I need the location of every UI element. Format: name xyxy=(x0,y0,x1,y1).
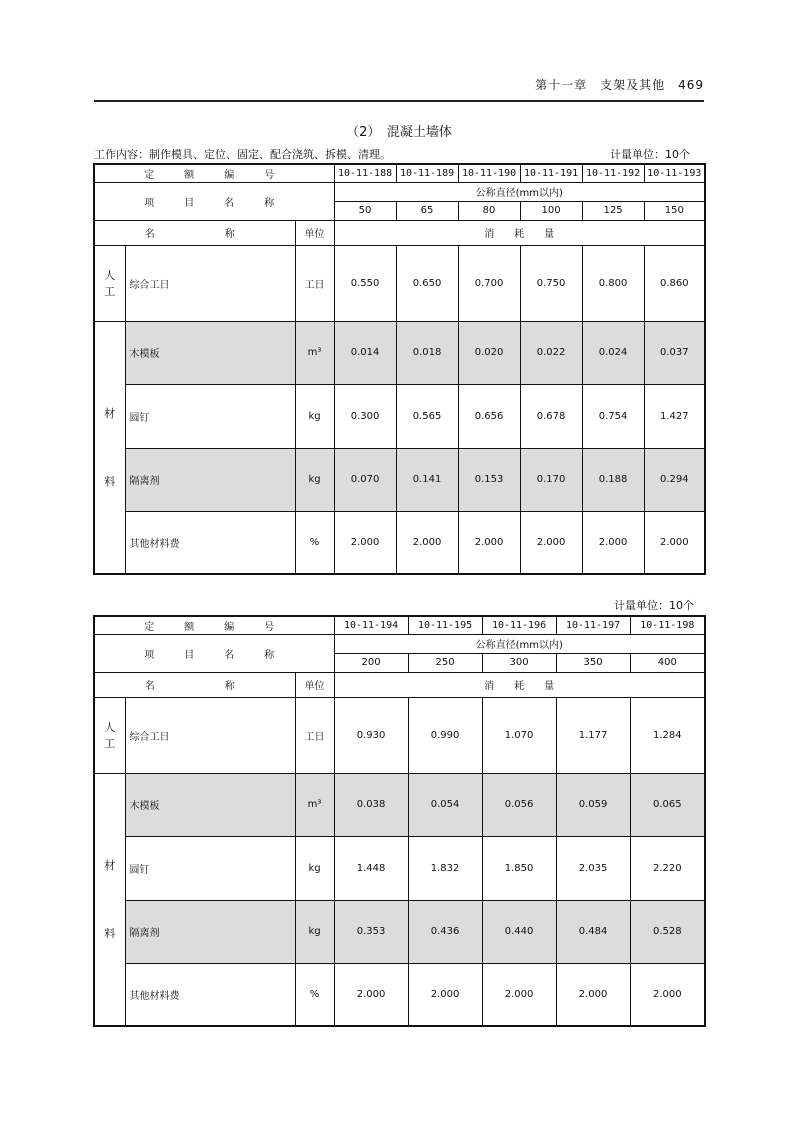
row-unit: m³ xyxy=(295,773,334,836)
measurement-unit: 计量单位：10个 xyxy=(610,148,690,161)
quota-no-label: 定 额 编 号 xyxy=(94,164,334,182)
diameter-value: 400 xyxy=(630,653,705,672)
table-row xyxy=(94,963,705,1026)
row-value: 0.056 xyxy=(482,773,556,836)
row-value: 2.000 xyxy=(520,511,582,574)
row-name: 综合工日 xyxy=(125,697,295,773)
quota-code: 10-11-194 xyxy=(334,616,408,634)
item-name-label: 项 目 名 称 xyxy=(94,634,334,672)
name-column-header: 名 称 xyxy=(94,220,295,245)
row-unit: m³ xyxy=(295,321,334,384)
section-title: （2） 混凝土墙体 xyxy=(346,125,452,140)
row-value: 0.528 xyxy=(630,900,705,963)
category-char: 人 xyxy=(104,269,116,282)
row-value: 0.153 xyxy=(458,448,520,511)
table-row xyxy=(94,384,705,448)
category-labor xyxy=(94,245,125,321)
table-row xyxy=(94,448,705,511)
row-value: 0.650 xyxy=(396,245,458,321)
diameter-value: 150 xyxy=(644,201,705,220)
unit-column-header: 单位 xyxy=(295,220,334,245)
row-value: 2.000 xyxy=(396,511,458,574)
nominal-diameter-label: 公称直径(mm以内) xyxy=(334,634,705,653)
consumption-header: 消 耗 量 xyxy=(334,672,705,697)
quota-table-1 xyxy=(93,163,706,575)
row-unit: kg xyxy=(295,900,334,963)
diameter-value: 350 xyxy=(556,653,630,672)
row-unit: % xyxy=(295,963,334,1026)
row-value: 0.436 xyxy=(408,900,482,963)
category-char: 工 xyxy=(104,285,116,298)
row-value: 0.014 xyxy=(334,321,396,384)
category-char: 工 xyxy=(104,737,116,750)
row-value: 1.448 xyxy=(334,836,408,900)
row-name: 其他材料费 xyxy=(125,511,295,574)
item-name-label: 项 目 名 称 xyxy=(94,182,334,220)
table2-unit-line xyxy=(94,597,704,613)
row-value: 0.070 xyxy=(334,448,396,511)
category-char: 材 xyxy=(104,407,116,421)
category-char: 人 xyxy=(104,721,116,734)
row-value: 0.054 xyxy=(408,773,482,836)
row-value: 0.353 xyxy=(334,900,408,963)
row-value: 1.832 xyxy=(408,836,482,900)
quota-code: 10-11-192 xyxy=(582,164,644,182)
quota-no-label: 定 额 编 号 xyxy=(94,616,334,634)
table-row xyxy=(94,697,705,773)
diameter-value: 100 xyxy=(520,201,582,220)
row-unit: kg xyxy=(295,836,334,900)
row-value: 0.018 xyxy=(396,321,458,384)
row-value: 0.065 xyxy=(630,773,705,836)
category-char: 料 xyxy=(104,927,116,941)
row-value: 2.035 xyxy=(556,836,630,900)
quota-code: 10-11-197 xyxy=(556,616,630,634)
row-name: 木模板 xyxy=(125,773,295,836)
row-unit: kg xyxy=(295,384,334,448)
row-value: 0.990 xyxy=(408,697,482,773)
row-value: 0.020 xyxy=(458,321,520,384)
row-value: 0.754 xyxy=(582,384,644,448)
quota-code: 10-11-190 xyxy=(458,164,520,182)
measurement-unit: 计量单位：10个 xyxy=(614,599,694,612)
row-value: 0.038 xyxy=(334,773,408,836)
row-value: 0.750 xyxy=(520,245,582,321)
category-material xyxy=(94,773,125,1026)
row-value: 0.141 xyxy=(396,448,458,511)
row-name: 隔离剂 xyxy=(125,900,295,963)
row-value: 2.000 xyxy=(334,511,396,574)
row-value: 0.930 xyxy=(334,697,408,773)
diameter-value: 65 xyxy=(396,201,458,220)
row-value: 1.850 xyxy=(482,836,556,900)
row-value: 0.565 xyxy=(396,384,458,448)
category-char: 材 xyxy=(104,859,116,873)
category-char: 料 xyxy=(104,475,116,489)
table-row xyxy=(94,773,705,836)
row-value: 0.022 xyxy=(520,321,582,384)
diameter-value: 300 xyxy=(482,653,556,672)
unit-column-header: 单位 xyxy=(295,672,334,697)
row-value: 0.440 xyxy=(482,900,556,963)
row-value: 0.037 xyxy=(644,321,705,384)
row-value: 0.188 xyxy=(582,448,644,511)
row-value: 2.000 xyxy=(482,963,556,1026)
row-name: 木模板 xyxy=(125,321,295,384)
quota-code: 10-11-195 xyxy=(408,616,482,634)
table-row xyxy=(94,900,705,963)
row-value: 2.000 xyxy=(334,963,408,1026)
quota-table-2 xyxy=(93,615,706,1027)
row-value: 2.220 xyxy=(630,836,705,900)
quota-code: 10-11-193 xyxy=(644,164,705,182)
quota-code: 10-11-189 xyxy=(396,164,458,182)
row-name: 其他材料费 xyxy=(125,963,295,1026)
row-value: 1.070 xyxy=(482,697,556,773)
row-unit: % xyxy=(295,511,334,574)
work-content-line xyxy=(94,146,704,162)
row-value: 0.800 xyxy=(582,245,644,321)
quota-code: 10-11-191 xyxy=(520,164,582,182)
work-content: 工作内容：制作模具、定位、固定、配合浇筑、拆模、清理。 xyxy=(94,148,391,161)
table-row xyxy=(94,321,705,384)
row-name: 圆钉 xyxy=(125,384,295,448)
quota-code: 10-11-188 xyxy=(334,164,396,182)
row-unit: kg xyxy=(295,448,334,511)
nominal-diameter-label: 公称直径(mm以内) xyxy=(334,182,705,201)
table-row xyxy=(94,511,705,574)
row-unit: 工日 xyxy=(295,245,334,321)
diameter-value: 200 xyxy=(334,653,408,672)
row-value: 0.700 xyxy=(458,245,520,321)
row-name: 圆钉 xyxy=(125,836,295,900)
row-value: 0.550 xyxy=(334,245,396,321)
table-row xyxy=(94,836,705,900)
quota-code: 10-11-196 xyxy=(482,616,556,634)
row-value: 0.170 xyxy=(520,448,582,511)
row-value: 2.000 xyxy=(556,963,630,1026)
diameter-value: 250 xyxy=(408,653,482,672)
row-value: 0.059 xyxy=(556,773,630,836)
category-material xyxy=(94,321,125,574)
consumption-header: 消 耗 量 xyxy=(334,220,705,245)
quota-code: 10-11-198 xyxy=(630,616,705,634)
row-value: 1.177 xyxy=(556,697,630,773)
chapter-page-label: 第十一章 支架及其他 469 xyxy=(535,78,704,92)
row-value: 2.000 xyxy=(630,963,705,1026)
row-value: 0.484 xyxy=(556,900,630,963)
category-labor xyxy=(94,697,125,773)
diameter-value: 80 xyxy=(458,201,520,220)
row-value: 0.860 xyxy=(644,245,705,321)
name-column-header: 名 称 xyxy=(94,672,295,697)
row-name: 综合工日 xyxy=(125,245,295,321)
row-value: 0.300 xyxy=(334,384,396,448)
row-value: 1.284 xyxy=(630,697,705,773)
row-name: 隔离剂 xyxy=(125,448,295,511)
row-value: 0.678 xyxy=(520,384,582,448)
diameter-value: 50 xyxy=(334,201,396,220)
table-row xyxy=(94,245,705,321)
row-unit: 工日 xyxy=(295,697,334,773)
page-header xyxy=(94,76,704,102)
row-value: 0.024 xyxy=(582,321,644,384)
row-value: 1.427 xyxy=(644,384,705,448)
row-value: 2.000 xyxy=(644,511,705,574)
row-value: 0.294 xyxy=(644,448,705,511)
row-value: 2.000 xyxy=(458,511,520,574)
row-value: 2.000 xyxy=(408,963,482,1026)
row-value: 2.000 xyxy=(582,511,644,574)
row-value: 0.656 xyxy=(458,384,520,448)
diameter-value: 125 xyxy=(582,201,644,220)
